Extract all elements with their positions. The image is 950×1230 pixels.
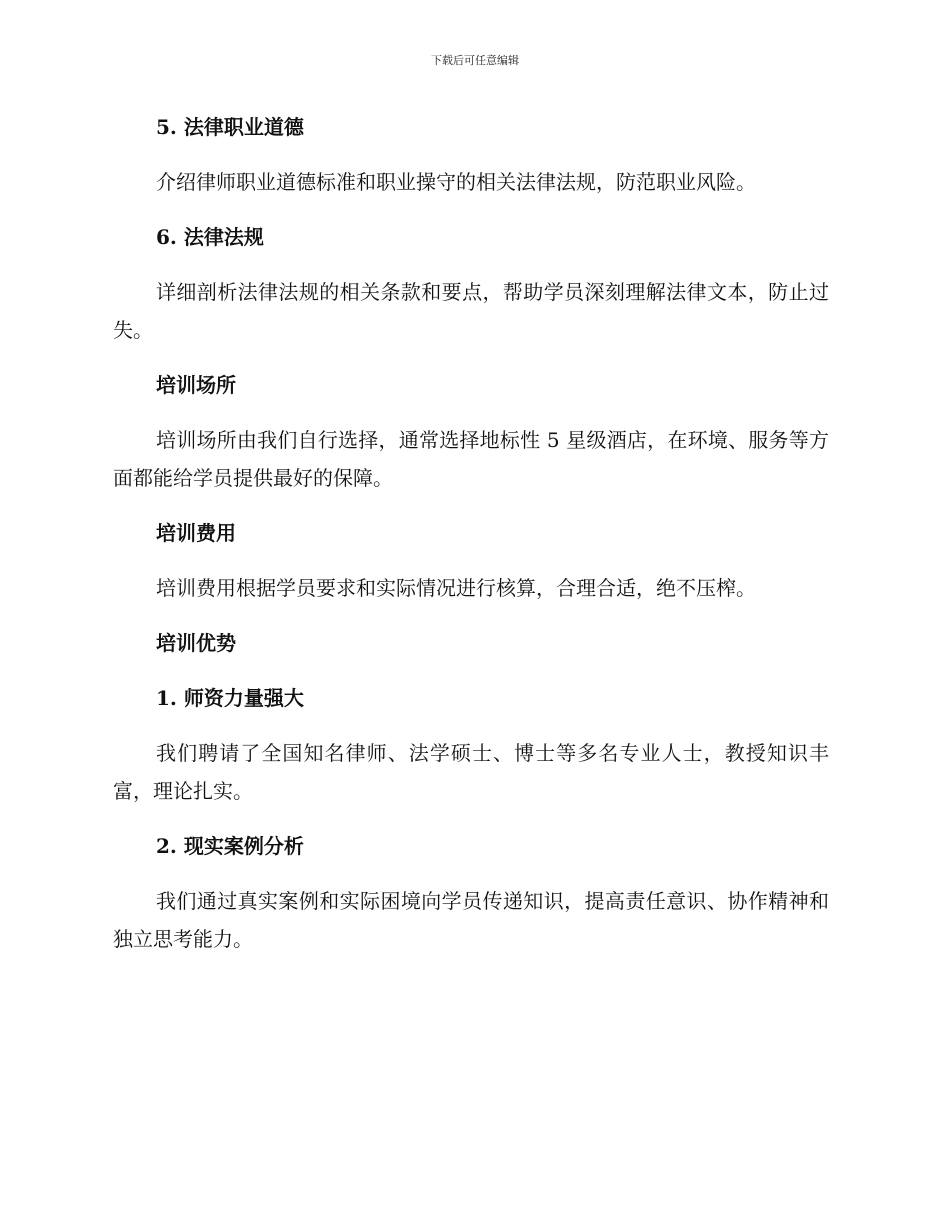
section-heading-case-analysis: 2. 现实案例分析 — [156, 834, 304, 858]
page-header: 下载后可任意编辑 — [431, 54, 519, 67]
paragraph-case-analysis: 我们通过真实案例和实际困境向学员传递知识，提高责任意识、协作精神和独立思考能力。 — [113, 889, 829, 951]
paragraph-legal-ethics: 介绍律师职业道德标准和职业操守的相关法律法规，防范职业风险。 — [156, 170, 756, 194]
document-body — [113, 108, 829, 958]
section-heading-venue: 培训场所 — [156, 373, 236, 397]
section-heading-legal-ethics: 5. 法律职业道德 — [156, 115, 304, 139]
section-heading-fees: 培训费用 — [156, 521, 236, 545]
paragraph-venue: 培训场所由我们自行选择，通常选择地标性 5 星级酒店，在环境、服务等方面都能给学员提供最好的保障。 — [113, 428, 829, 490]
section-heading-advantages: 培训优势 — [156, 631, 236, 655]
paragraph-fees: 培训费用根据学员要求和实际情况进行核算，合理合适，绝不压榨。 — [156, 576, 756, 600]
section-heading-laws: 6. 法律法规 — [156, 225, 264, 249]
paragraph-laws: 详细剖析法律法规的相关条款和要点，帮助学员深刻理解法律文本，防止过失。 — [113, 280, 829, 342]
section-heading-faculty: 1. 师资力量强大 — [156, 686, 304, 710]
paragraph-faculty: 我们聘请了全国知名律师、法学硕士、博士等多名专业人士，教授知识丰富，理论扎实。 — [113, 741, 829, 803]
